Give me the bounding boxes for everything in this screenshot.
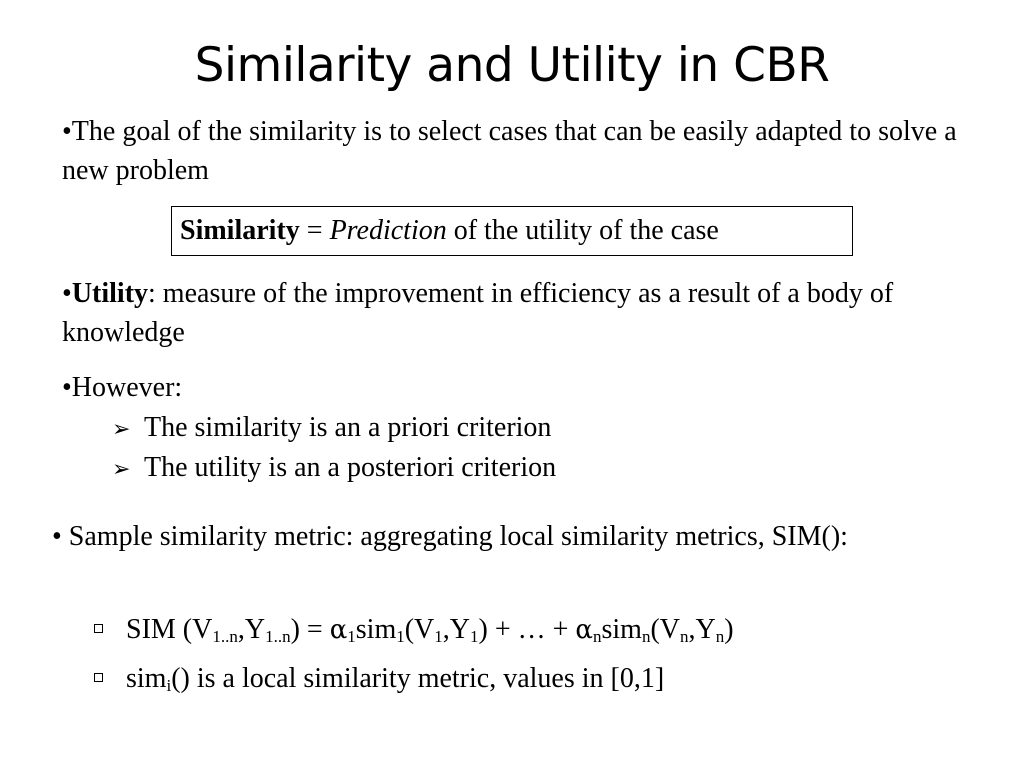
utility-term: Utility (71, 278, 149, 309)
utility-definition: : measure of the improvement in efficiency as a result of a body of knowledge (62, 278, 894, 348)
arrowhead-bullet-icon: ➢ (112, 457, 131, 482)
utility-bullet-marker: • (62, 278, 72, 309)
however-item-text: The similarity is an a priori criterion (144, 412, 552, 443)
equals-sign: = (299, 215, 330, 246)
however-label: •However: (62, 372, 183, 403)
sim-formula: SIM $(V_{1..n},Y_{1..n}) = \alpha_1sim_1(V_1,Y_1)$ + … + $\alpha_nsim_n(V_n,Y_n)$ (126, 614, 734, 646)
slide-title: Similarity and Utility in CBR (194, 38, 830, 93)
similarity-term: Similarity (180, 215, 300, 246)
prediction-term: Prediction (329, 215, 447, 246)
utility-bullet (62, 274, 982, 352)
however-item (112, 448, 556, 489)
however-item (112, 408, 551, 449)
local-sim-text: sim$_i$() is a local similarity metric, values in [0,1] (126, 663, 665, 695)
local-sim-line (94, 659, 664, 698)
goal-bullet: •The goal of the similarity is to select cases that can be easily adapted to solve a new problem (62, 116, 957, 186)
however-item-text: The utility is an a posteriori criterion (144, 452, 557, 483)
similarity-definition-box (171, 206, 853, 256)
sample-metric-bullet: • Sample similarity metric: aggregating local similarity metrics, SIM(): (52, 521, 848, 552)
square-bullet-icon (94, 624, 103, 633)
arrowhead-bullet-icon: ➢ (112, 417, 131, 442)
square-bullet-icon (94, 673, 103, 682)
definition-rest: of the utility of the case (446, 215, 719, 246)
sim-formula-line (94, 610, 734, 650)
